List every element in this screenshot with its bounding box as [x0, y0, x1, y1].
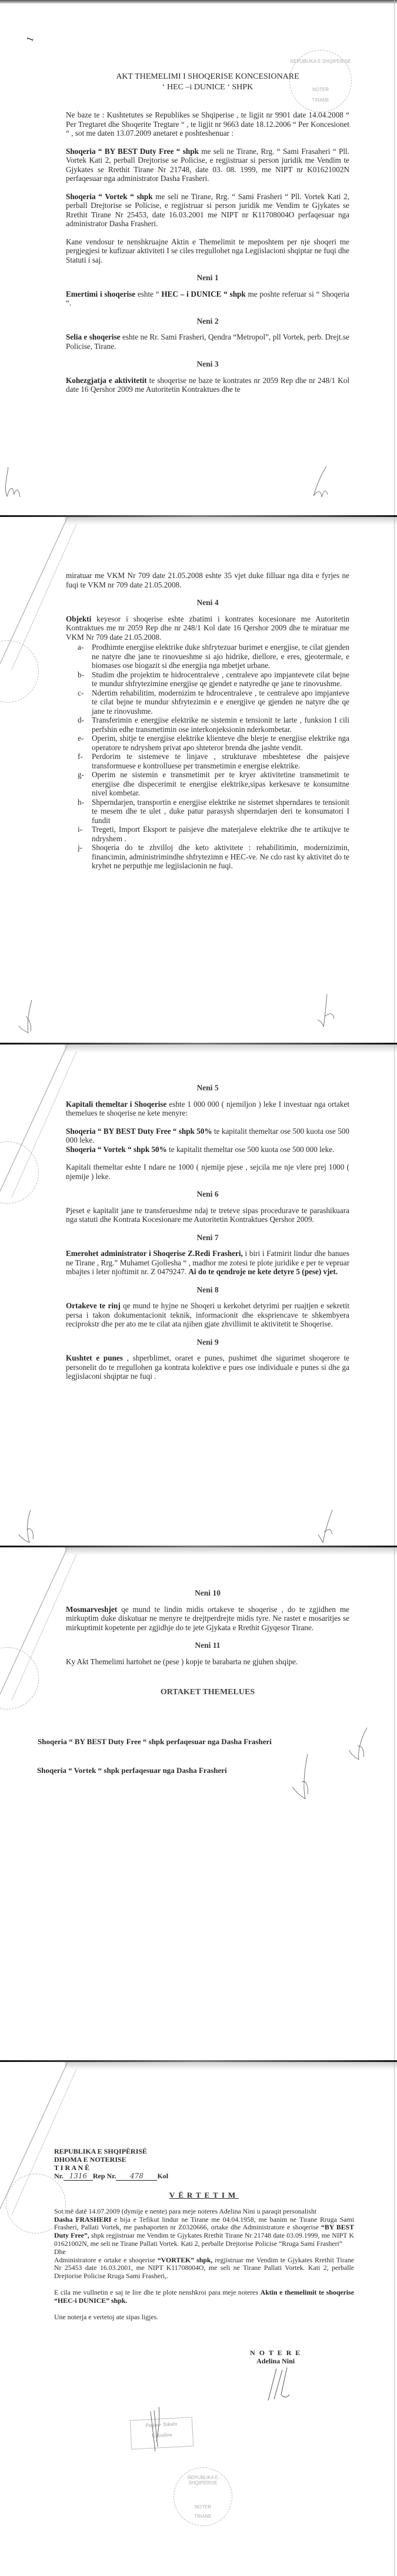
founder-1: Shoqeria “ BY BEST Duty Free “ shpk perfaqesuar nga Dasha Frasheri: [38, 1737, 272, 1746]
article-8-heading: Neni 8: [196, 1285, 219, 1294]
article-2-text: Selia e shoqerise eshte ne Rr. Sami Frasheri, Qendra “Metropol”, pll Vortek, perb. Drejt.se Policise, Tirane.: [66, 333, 349, 351]
page-1: [0, 0, 397, 517]
article-3-continued: miratuar me VKM Nr 709 date 21.05.2008 eshte 35 vjet duke filluar nga dita e fyrjes ne fuqi te VKM nr 709 date 21.05.2008.: [66, 571, 349, 589]
party-2: Shoqeria “ Vortek “ shpk me seli ne Tirane, Rrg. “ Sami Frasheri “ Pll. Vortek Kati 2, perball Drejtorise se Policise, e regjistruar si person juridik me Vendim te Gjykates se Rrethit Tirane Nr 25453, date 16.03.2001 me NIPT nr K11708004O perfaqesuar nga administrator Dasha Frasheri.: [66, 192, 349, 228]
article-10-heading: Neni 10: [195, 1588, 221, 1597]
signature-right: [316, 993, 340, 1028]
article-5-heading: Neni 5: [196, 1083, 219, 1092]
signature-left: [18, 1509, 41, 1544]
article-4-item: [78, 734, 349, 752]
article-4-heading: Neni 4: [196, 598, 219, 607]
article-4-item: [78, 716, 349, 734]
list-marker: b-: [78, 670, 84, 679]
founder-2: Shoqeria “ Vortek “ shpk perfaqesuar nga Dasha Frasheri: [37, 1766, 227, 1775]
receipt-signature: [147, 2406, 165, 2453]
list-marker: g-: [78, 770, 84, 779]
notary-header-city: T I R A N Ë: [54, 2164, 90, 2172]
article-5-division: Kapitali themeltar eshte I ndare ne 1000 ( njemije pjese , sejcila me nje vlere prej 1000 ( njemije ) leke.: [66, 1163, 349, 1181]
list-marker: h-: [78, 797, 84, 807]
list-item-text: Operim, shitje te energjise elektrike klienteve dhe blerje te energjise elektrike nga operatore te ndryshem privat apo shteteror brenda dhe jashte vendit.: [92, 734, 349, 752]
notary-header-republic: REPUBLIKA E SHQIPËRISË: [54, 2147, 148, 2155]
signature-right: [309, 465, 332, 501]
article-1-text: Emertimi i shoqerise eshte “ HEC – i DUNICE “ shpk me poshte referuar si “ Shoqeria “.: [66, 289, 350, 307]
certificate-p3: Administratore e ortake e shoqerise “VORTEK” shpk, regjistruar me Vendim te Gjykates Rrethit Tirane Nr 25453 date 16.03.2001, me NIPT K11708004O, me seli ne Tirane Pallati Vortek. Kati 2, perballe Drejtorise Policise Rruga Sami Frasheri,.: [54, 2255, 354, 2281]
intro-paragraph: Ne baze te : Kushtetutes se Republikes se Shqiperise , te ligjit nr 9901 date 14.04.2008 “ Per Tregtaret dhe Shoqerite Tregtare “ , te ligjit nr 9663 date 18.12.2006 “ Per Koncesionet “ , sot me daten 13.07.2009 anetaret e poshteshenuar :: [66, 110, 349, 137]
page-3: [0, 1044, 397, 1547]
list-item-text: Studim dhe projektim te hidrocentraleve , centraleve apo impjantevete cilat bejne te mundur shfrytezimine energjise qe gjendet e natyredhe qe jane te rinovushme.: [92, 670, 349, 688]
certificate-p5: Une noterja e vertetoj ate sipas ligjes.: [54, 2312, 159, 2321]
document-subtitle: ‘ HEC –i DUNICE ‘ SHPK: [162, 83, 253, 92]
article-8-text: Ortakeve te rinj qe mund te hyjne ne Shoqeri u kerkohet detyrimi per ruajtjen e sekretit persa i takon dokumentacionit teknik, informacionit dhe ekspriencave te shkembyera reciprokstr dhe per ato me te cilat ata njihen gjate zhvillimit te aktivitetit te Shoqerise.: [66, 1301, 349, 1328]
article-1-heading: Neni 1: [196, 273, 219, 282]
founders-heading: ORTAKET THEMELUES: [160, 1688, 255, 1697]
notary-stamp-partial: [0, 640, 39, 703]
notary-stamp-partial: [0, 1647, 39, 1710]
list-item-text: Transferimin e energjise elektrike ne sistemin e tensionit te larte , funksion I cili perfshin edhe transmetimin ose interkonjeksionin nderkombetar.: [92, 716, 349, 734]
party-1: Shoqeria “ BY BEST Duty Free “ shpk me seli ne Tirane, Rrg. “ Sami Frasaheri “ Pll. Vortek Kati 2, perball Drejtorise se Policise, e regjistruar si person juridik me Vendim te Gjykates se Rrethit Tirane Nr 21748, date 03. 08. 1999, me NIPT nr K01621002N perfaqesuar nga administrator Dasha Frasheri.: [66, 146, 350, 183]
article-7-text: Emerohet administrator i Shoqerise Z.Redi Frasheri, i biri i Fatmirit lindur dhe banues ne Tirane , Rrg.” Muhamet Gjollesha “ , madhor me zotesi te plote juridike e per te vepruar mbajtes i leter njoftimit nr. Z 0479247. Ai do te qendroje ne kete detyre 5 (pese) vjet.: [66, 1249, 349, 1276]
page-mark: 1: [25, 35, 36, 43]
notary-title: N O T E R E: [250, 2349, 302, 2357]
notary-certificate: [54, 2147, 354, 2321]
notary-signature-block: [250, 2349, 301, 2365]
article-4-item: [78, 770, 349, 798]
article-4-item: [78, 825, 349, 843]
list-item-text: Ndertim rehabilitim, modernizim te hdrocentraleve , te centraleve apo impjanteve te cilat bejne te mundur shfrytezimin e e energjive qe gjenden ne natyre dhe qe jane te rinovushme.: [92, 688, 349, 716]
page-2: [0, 517, 397, 1044]
article-3-heading: Neni 3: [196, 360, 219, 368]
notary-stamp-partial: [0, 1141, 39, 1204]
article-4-item: [78, 670, 349, 688]
list-item-text: Operim ne sistemin e transmetimit per te kryer aktivitetine transmetimit te energjise dhe dispecerimit te energjise elektrike,sipas kerkesave te konsumitne nivel kombetar.: [92, 770, 349, 797]
article-4-item: [78, 798, 349, 825]
notary-header-chamber: DHOMA E NOTERISE: [54, 2155, 126, 2164]
list-marker: f-: [78, 752, 83, 761]
signature-right: [315, 1509, 338, 1544]
article-4-item: [78, 643, 349, 670]
signature-left: [1, 464, 25, 499]
certificate-title: VËRTETIM: [169, 2191, 239, 2199]
article-3-text: Kohezgjatja e aktivitetit te shoqerise ne baze te kontrates nr 2059 Rep dhe nr 248/1 Kol date 16 Qershor 2009 me Autoritetin Kontraktues dhe te: [66, 375, 349, 394]
article-5-text: Kapitali themeltar i Shoqerise eshte 1 000 000 ( njemiljon ) leke I investuar nga ortaket themelues te shoqerise ne kete menyre:: [66, 1099, 349, 1117]
notary-register-numbers: Nr. 1316 Rep Nr. 478 Kol: [54, 2172, 169, 2180]
list-item-text: Tregeti, Import Eksport te paisjeve dhe materjaleve elektrike dhe te artikujve te ndryshem .: [92, 825, 349, 843]
list-marker: j-: [78, 843, 83, 852]
article-2-heading: Neni 2: [196, 316, 219, 325]
document-title: AKT THEMELIMI I SHOQERISE KONCESIONARE: [116, 72, 299, 81]
rep-number: 1316: [64, 2172, 93, 2181]
article-11-text: Ky Akt Themelimi hartohet ne (pese ) kopje te barabarta ne gjuhen shqipe.: [66, 1657, 298, 1666]
decision-paragraph: Kane vendosur te nenshkruajne Aktin e Themelimit te meposhtem per nje shoqeri me pergjegjesi te kufizuar aktiviteti I se ciles rregullohet nga Legjislacioni shqiptar ne fuqi dhe Statuti i saj.: [66, 237, 349, 264]
article-6-heading: Neni 6: [196, 1190, 219, 1198]
list-marker: a-: [78, 643, 84, 651]
certificate-p1: Sot më datë 14.07.2009 (dymije e nente) para meje noteres Adelina Nini u paraqit personalisht: [54, 2206, 317, 2215]
list-marker: i-: [78, 825, 83, 834]
notary-name: Adelina Nini: [256, 2357, 295, 2365]
signature-founder-2: [291, 1753, 315, 1800]
article-5-share-2: Shoqeria “ Vortek “ shpk 50% te kapitalit themeltar ose 500 kuota ose 500 000 leke.: [66, 1144, 335, 1154]
article-9-text: Kushtet e punes , shperblimet, oraret e punes, pushimet dhe sigurimet shoqerore te personelit do te rregullohen ga kontrata kolektive e pues ose individuale e punes si dhe ga legjislaconi shqiptar ne fuqi .: [66, 1354, 349, 1381]
article-4-intro: Objekti keyesor i shoqerise eshte zbatimi i kontrates kocesionare me Autoritetin Kontraktues me nr 2059 Rep dhe nr 248/1 Kol date 16 Qershor 2009 dhe te miratuar me VKM Nr 709 date 21.05.2008.: [66, 614, 349, 642]
article-6-text: Pjeset e kapitalit jane te transferueshme ndaj te treteve sipas procedurave te parashikuara nga statuti dhe Kontrata Kocesionare me Autoritetin Kontraktues Qershor 2009.: [66, 1205, 349, 1224]
list-marker: c-: [78, 688, 84, 697]
certificate-dhe: Dhe: [54, 2247, 66, 2256]
article-4-item: [78, 752, 349, 770]
list-marker: d-: [78, 716, 84, 724]
list-item-text: Perdorim te sistemeve te linjave , strukturave mbeshtetese dhe paisjeve transformuese e kontrolluese per transmetimin e energise elektrike.: [92, 752, 349, 770]
article-4-item: [78, 688, 349, 716]
article-4-list: [66, 643, 349, 871]
signature-founder-1: [347, 1727, 371, 1762]
list-marker: e-: [78, 734, 84, 743]
article-9-heading: Neni 9: [196, 1337, 219, 1346]
article-5-share-1: Shoqeria “ BY BEST Duty Free “ shpk 50% te kapitalit themeltar ose 500 kuota ose 500 000 leke.: [66, 1126, 349, 1144]
list-item-text: Shperndarjen, transportin e energjise elektrike ne sistemet shperndares te tensionit te mesem dhe te ulet , duke patur parasysh shperndarjen deri te konsumatori I fundit: [92, 797, 349, 825]
certificate-p2: Dasha FRASHERI e bija e Tefikut lindur ne Tirane me 04.04.1958, me banim ne Tirane Rruga Sami Frasheri, Pallati Vortek, me pashaporten nr Z0320666, ortake dhe Administratore e shoqerise “BY BEST Duty Free”, shpk regjistruar me Vendim te Gjykates Rrethit Tirane Nr 21748 date 03.09.1999, me NIPT K 01621002N, me seli ne Tirane Pallati Vortek. Kati 2, perballe Drejtorise Policise “Rruga Sami Frasheri”: [54, 2215, 354, 2248]
kol-number: 478: [116, 2172, 157, 2181]
list-item-text: Prodhimte energjise elektrike duke shfrytezuar burimet e energjise, te cilat gjenden ne natyre dhe jane te rinovueshme si ajo hidrike, diellore, e eres, gjeotermale, e biomases ose biogazit si dhe energjia nga mbetjet urbane.: [92, 643, 349, 670]
notary-stamp: REPUBLIKA E SHQIPERISE NOTER TIRANE: [289, 50, 352, 112]
article-11-heading: Neni 11: [195, 1641, 221, 1650]
certificate-p4: E cila me vullnetin e saj te lire dhe te plote nenshkroi para meje noteres Aktin e themelimit te shoqerise “HEC-i DUNICE” shpk.: [54, 2288, 354, 2305]
list-item-text: Shoqeria do te zhvilloj dhe keto aktivitete : rehabilitimin, modernizimin, financimin, administrimindhe shfrytezimn e HEC-ve. Ne cdo rast ky aktivitet do te kryhet ne perputhje me legjislacionin ne fuqi.: [92, 843, 349, 870]
notary-seal: REPUBLIKA E SHQIPERISE NOTER TIRANE: [174, 2467, 232, 2526]
article-4-item: [78, 843, 349, 871]
tax-paid-stamp: Paguar Taksën U.Kodina: [130, 2417, 194, 2449]
signature-left: [16, 999, 40, 1034]
notary-signature: [266, 2367, 295, 2403]
article-7-heading: Neni 7: [196, 1232, 219, 1242]
page-4: [0, 1547, 397, 2062]
article-10-text: Mosmarveshjet qe mund te lindin midis ortakeve te shoqerise , do te zgjidhen me mirkuptim duke diskutuar ne menyre te drejtperdrejte midis tyre. Ne rastet e mosaritjes se mirkuptimit kopetente per zgjidhje do te jete Gjykata e Rrethit Gjyqesor Tirane.: [66, 1604, 349, 1632]
